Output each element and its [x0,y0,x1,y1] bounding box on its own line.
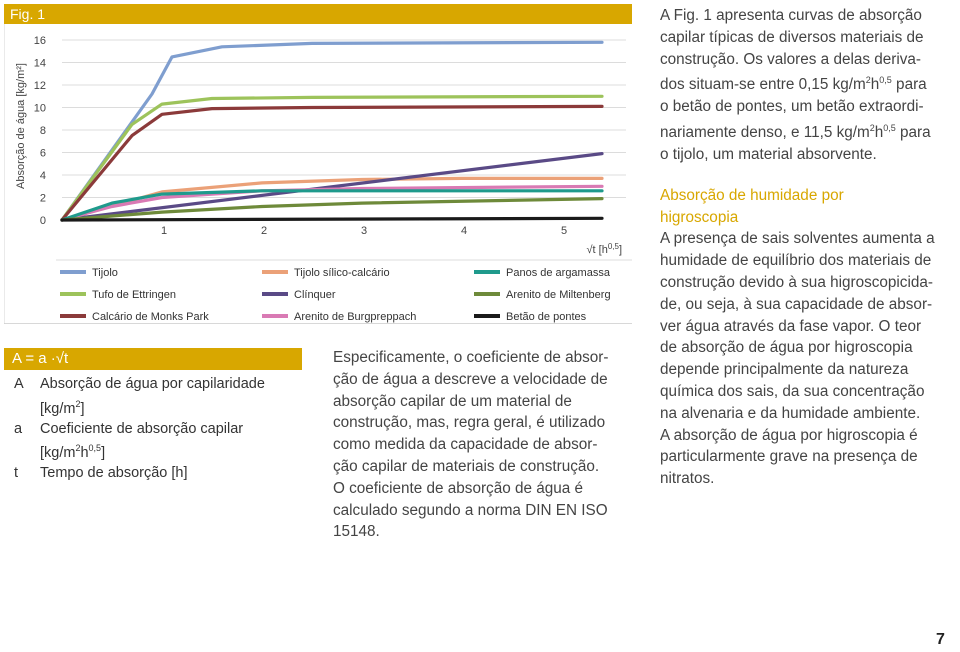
text-line: o tijolo, um material absorvente. [660,145,877,163]
formula-desc: Tempo de absorção [h] [40,465,188,481]
legend-label: Tijolo [92,267,118,279]
y-tick-label: 10 [33,102,46,115]
formula-desc: Absorção de água por capilaridade [40,376,265,392]
formula-row-A [14,376,265,392]
text-line: absorção capilar de um material de [333,392,572,410]
sup: 0,5 [883,123,896,134]
legend-label: Clínquer [294,289,336,301]
text-line: construção, mas, regra geral, é utilizado [333,414,606,432]
text-line: nitratos. [660,470,715,488]
text-line: O coeficiente de absorção de água é [333,479,584,497]
legend-label: Arenito de Burgpreppach [294,311,417,323]
text-line: particularmente grave na presença de [660,448,918,466]
formula-desc: Coeficiente de absorção capilar [40,421,244,437]
formula-row-t [14,465,188,481]
y-tick-label: 14 [33,57,46,70]
text-part: nariamente denso, e 11,5 kg/m [660,124,870,142]
sup: 2 [865,75,871,86]
formula-row-a-unit [40,443,105,461]
unit-part: ] [101,444,106,461]
unit-sup: 0,5 [88,443,102,453]
text-line: ver água através da fase vapor. O teor [660,317,922,335]
formula-row-text [40,465,188,481]
text-line: A absorção de água por higroscopia é [660,426,918,444]
page-number: 7 [936,631,945,648]
text-line: depende principalmente da natureza [660,361,909,379]
unit-part: h [80,444,89,461]
text-part: h [874,124,884,142]
formula-row-A-unit [40,399,85,417]
section-heading: Absorção de humidade por [660,186,844,204]
formula-letter: t [14,465,19,481]
chart-svg [4,24,632,324]
legend-label: Tijolo sílico-calcário [294,267,390,279]
formula-title: A = a ·√t [12,350,69,367]
x-tick-label: 5 [560,225,568,237]
text-line: como medida da capacidade de absor- [333,436,598,454]
unit-sup: 2 [75,443,81,453]
figure-title-bar [4,4,632,24]
absorption-chart [4,24,632,324]
text-line: capilar típicas de diversos materiais de [660,28,924,46]
text-line: de, ou seja, à sua capacidade de absor- [660,295,933,313]
legend-label: Arenito de Miltenberg [506,289,611,301]
text-line [660,118,960,144]
text-line: A presença de sais solventes aumenta a [660,230,935,248]
y-tick-label: 0 [39,215,46,227]
text-line: o betão de pontes, um betão extraordi- [660,98,924,116]
unit-part: [kg/m [40,444,76,461]
unit-part: ] [80,400,85,417]
x-axis-label: √t $[h^{0,5}]$ [586,242,622,256]
text-line: ção de água a descreve a velocidade de [333,370,608,388]
text-part: dos situam-se entre 0,15 kg/m [660,76,866,94]
sup: 2 [869,123,875,134]
unit-sup: 2 [75,399,81,409]
formula-row-text [40,376,265,392]
text-line: química dos sais, da sua concentração [660,382,925,400]
sup: 0,5 [879,75,892,86]
body-text-middle [333,347,633,543]
y-tick-label: 4 [39,170,46,182]
legend-label: Calcário de Monks Park [92,311,209,323]
text-line: construção devido à sua higroscopicida- [660,273,933,291]
text-line: Especificamente, o coeficiente de absor- [333,349,609,366]
y-tick-label: 12 [33,80,46,92]
text-line: ção capilar de materiais de construção. [333,457,600,475]
series-line [62,218,602,220]
unit-part: [kg/m [40,400,76,417]
y-tick-label: 6 [39,147,46,160]
text-part: h [870,76,880,94]
y-axis-label: Absorção de água [kg/m²] [15,63,27,189]
text-line: calculado segundo a norma DIN EN ISO [333,501,608,519]
text-line: de absorção de água por higroscopia [660,339,913,357]
text-line: na alvenaria e da humidade ambiente. [660,404,921,422]
legend-label: Betão de pontes [506,311,587,323]
legend-label: Tufo de Ettringen [92,289,176,301]
formula-row-a [14,421,244,437]
y-tick-label: 8 [39,125,46,137]
x-tick-label: 3 [360,225,368,237]
text-line: humidade de equilíbrio dos materiais de [660,252,932,270]
legend-label: Panos de argamassa [506,267,610,279]
text-line: A Fig. 1 apresenta curvas de absorção [660,7,922,24]
y-tick-label: 16 [33,35,46,47]
figure-label: Fig. 1 [10,6,46,22]
x-tick-label: 2 [260,225,268,237]
body-text-right [660,5,960,490]
text-line: construção. Os valores a delas deriva- [660,50,922,68]
x-tick-label: 4 [460,225,468,237]
formula-row-text [40,421,243,437]
formula-letter: a [14,421,23,437]
x-tick-label: 1 [160,225,168,237]
formula-title-bar [4,348,302,370]
text-part: para [891,76,927,94]
y-tick-label: 2 [39,192,46,205]
text-line [660,70,960,96]
formula-letter: A [14,376,24,392]
section-heading: higroscopia [660,208,739,226]
text-part: para [895,124,931,142]
text-line: 15148. [333,523,380,541]
